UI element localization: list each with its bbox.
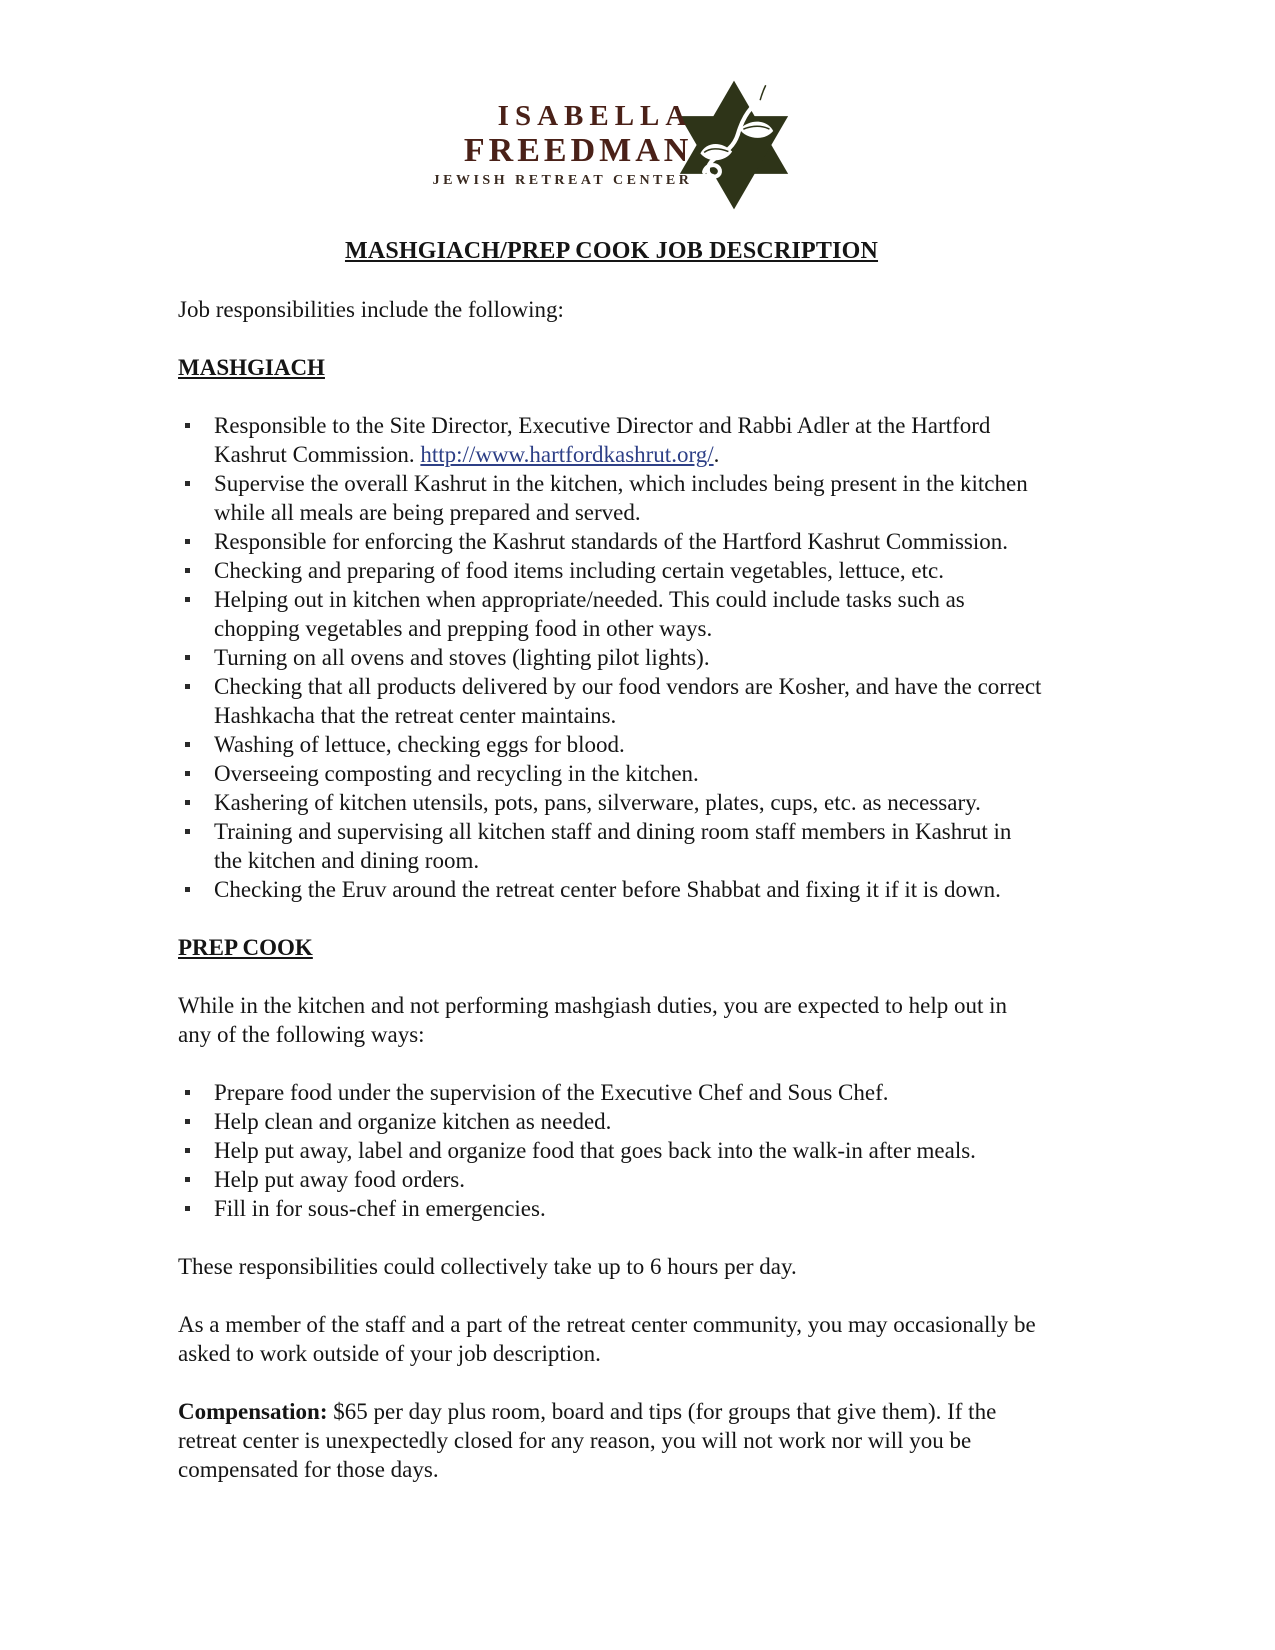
list-item: Supervise the overall Kashrut in the kitchen, which includes being present in the kitchen while all meals are being prepared and served.	[178, 469, 1045, 527]
prep-cook-duties-list	[178, 1078, 1045, 1223]
list-item: Fill in for sous-chef in emergencies.	[178, 1194, 1045, 1223]
logo-line-freedman: FREEDMAN	[463, 132, 693, 169]
bullet-text: .	[713, 442, 720, 467]
list-item: Checking that all products delivered by our food vendors are Kosher, and have the correct Hashkacha that the retreat center maintains.	[178, 672, 1045, 730]
page-title: MASHGIACH/PREP COOK JOB DESCRIPTION	[344, 238, 879, 264]
prep-cook-intro: While in the kitchen and not performing mashgiash duties, you are expected to help out in any of the following ways:	[178, 993, 1008, 1047]
list-item: Prepare food under the supervision of the Executive Chef and Sous Chef.	[178, 1078, 1045, 1107]
compensation-text: $65 per day plus room, board and tips (for groups that give them). If the retreat center is unexpectedly closed for any reason, you will not work nor will you be compensated for those days.	[178, 1399, 997, 1482]
mashgiach-duties-list	[178, 411, 1045, 904]
logo	[433, 80, 791, 210]
star-of-david-leaves-icon	[678, 80, 790, 210]
list-item: Kashering of kitchen utensils, pots, pans, silverware, plates, cups, etc. as necessary.	[178, 788, 1045, 817]
logo-wordmark	[433, 102, 693, 188]
list-item: Helping out in kitchen when appropriate/needed. This could include tasks such as chopping vegetables and prepping food in other ways.	[178, 585, 1045, 643]
list-item	[178, 411, 1045, 469]
list-item: Overseeing composting and recycling in the kitchen.	[178, 759, 1045, 788]
logo-tagline: JEWISH RETREAT CENTER	[432, 173, 693, 188]
section-heading-mashgiach: MASHGIACH	[178, 355, 325, 380]
list-item: Checking and preparing of food items including certain vegetables, lettuce, etc.	[178, 556, 1045, 585]
section-heading-prep-cook: PREP COOK	[178, 935, 313, 960]
community-paragraph: As a member of the staff and a part of the retreat center community, you may occasionally be asked to work outside of your job description.	[178, 1312, 1036, 1366]
list-item: Help put away, label and organize food that goes back into the walk-in after meals.	[178, 1136, 1045, 1165]
list-item: Help clean and organize kitchen as needed.	[178, 1107, 1045, 1136]
compensation-paragraph	[178, 1397, 1045, 1484]
list-item: Responsible for enforcing the Kashrut standards of the Hartford Kashrut Commission.	[178, 527, 1045, 556]
hartford-kashrut-link[interactable]: http://www.hartfordkashrut.org/	[420, 442, 714, 467]
bullet-text: Responsible to the Site Director, Executive Director and Rabbi Adler at the Hartford Kashrut Commission.	[214, 413, 991, 467]
list-item: Checking the Eruv around the retreat center before Shabbat and fixing it if it is down.	[178, 875, 1045, 904]
intro-paragraph: Job responsibilities include the following:	[178, 297, 564, 322]
list-item: Training and supervising all kitchen staff and dining room staff members in Kashrut in the kitchen and dining room.	[178, 817, 1045, 875]
list-item: Turning on all ovens and stoves (lighting pilot lights).	[178, 643, 1045, 672]
compensation-label: Compensation:	[178, 1399, 328, 1424]
logo-line-isabella: ISABELLA	[497, 100, 693, 132]
hours-paragraph: These responsibilities could collectively take up to 6 hours per day.	[178, 1254, 797, 1279]
list-item: Help put away food orders.	[178, 1165, 1045, 1194]
list-item: Washing of lettuce, checking eggs for blood.	[178, 730, 1045, 759]
